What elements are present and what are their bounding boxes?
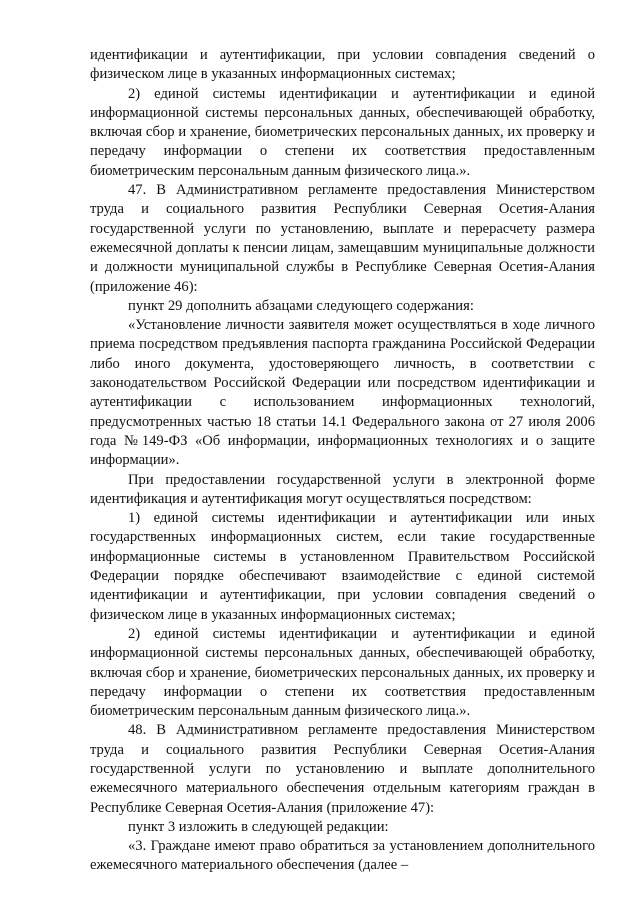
paragraph-10: пункт 3 изложить в следующей редакции: xyxy=(128,818,389,835)
paragraph-8: 2) единой системы идентификации и аутентификации и единой информационной системы персональных данных, обеспечивающей обработку, включая сбор и хранение, биометрических персональных данных, их проверку и передачу информации о степени их соответствия предоставленным биометрическим персональным данным физического лица.». xyxy=(90,625,595,720)
paragraph-9: 48. В Административном регламенте предоставления Министерством труда и социального развития Республики Северная Осетия-Алания государственной услуги по установлению и выплате дополнительного ежемесячного материального обеспечения отдельным категориям граждан в Республике Северная Осетия-Алания (приложение 47): xyxy=(90,722,595,816)
paragraph-2: 2) единой системы идентификации и аутентификации и единой информационной системы персональных данных, обеспечивающей обработку, включая сбор и хранение, биометрических персональных данных, их проверку и передачу информации о степени их соответствия предоставленным биометрическим персональным данным физического лица.». xyxy=(90,85,595,179)
paragraph-7: 1) единой системы идентификации и аутентификации или иных государственных информационных систем, если такие государственные информационные системы в установленном Правительством Российской Федерации порядке обеспечивают взаимодействие с единой системой идентификации и аутентификации, при условии совпадения сведений о физическом лице в указанных информационных системах; xyxy=(90,510,595,623)
paragraph-4: пункт 29 дополнить абзацами следующего содержания: xyxy=(128,297,474,314)
paragraph-3: 47. В Административном регламенте предоставления Министерством труда и социального развития Республики Северная Осетия-Алания государственной услуги по установлению, выплате и перерасчету размера ежемесячной доплаты к пенсии лицам, замещавшим муниципальные должности и должности муниципальной службы в Республике Северная Осетия-Алания (приложение 46): xyxy=(90,182,595,295)
paragraph-5: «Установление личности заявителя может осуществляться в ходе личного приема посредством предъявления паспорта гражданина Российской Федерации либо иного документа, удостоверяющего личность, в соответствии с законодательством Российской Федерации или посредством идентификации и аутентификации с использованием информационных технологий, предусмотренных частью 18 статьи 14.1 Федерального закона от 27 июля 2006 года №149-ФЗ «Об информации, информационных технологиях и о защите информации». xyxy=(90,317,595,469)
paragraph-11: «3. Граждане имеют право обратиться за установлением дополнительного ежемесячного материального обеспечения (далее – xyxy=(90,838,595,874)
paragraph-1: идентификации и аутентификации, при условии совпадения сведений о физическом лице в указанных информационных системах; xyxy=(90,47,595,83)
paragraph-6: При предоставлении государственной услуги в электронной форме идентификация и аутентификация могут осуществляться посредством: xyxy=(90,471,595,507)
document-page xyxy=(90,46,595,876)
